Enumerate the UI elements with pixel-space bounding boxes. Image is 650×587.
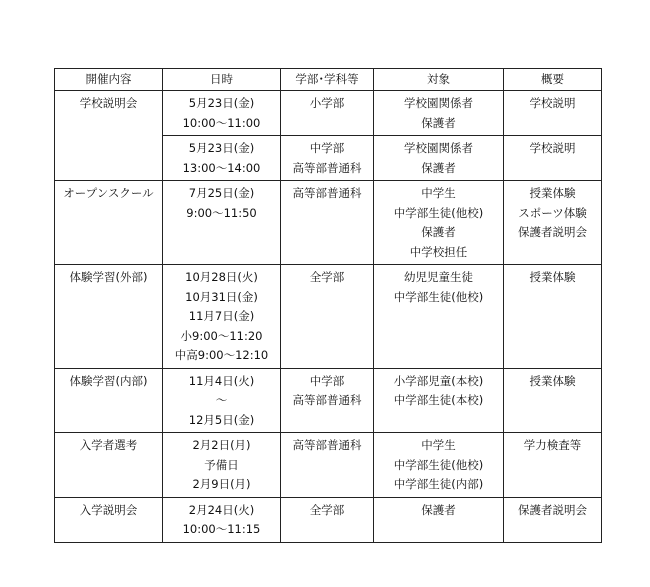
event-name: 学校説明会 [79, 96, 138, 110]
target-line: 学校園関係者 [404, 141, 473, 155]
datetime-line: 9:00～11:50 [186, 205, 257, 220]
target-line: 中学部生徒(本校) [393, 393, 484, 407]
datetime-line: 11月7日(金) [188, 309, 255, 323]
header-summary: 概要 [504, 69, 602, 91]
datetime-cell [163, 136, 281, 181]
summary-line: 学校説明 [529, 96, 576, 110]
summary-cell [504, 91, 602, 136]
table-row [55, 265, 602, 369]
event-cell [55, 91, 163, 181]
department-line: 高等部普通科 [292, 438, 362, 452]
summary-line: 授業体験 [529, 186, 576, 200]
datetime-line: 10:00～11:00 [182, 115, 261, 130]
summary-cell [504, 181, 602, 265]
summary-line: 学力検査等 [523, 438, 582, 452]
event-cell [55, 265, 163, 369]
datetime-line: 10月28日(火) [185, 270, 258, 284]
target-cell [374, 368, 504, 433]
datetime-line: 2月24日(火) [188, 502, 255, 517]
datetime-line: 10:00～11:15 [182, 522, 261, 536]
datetime-line: 2月2日(月) [192, 438, 251, 452]
department-line: 中学部 [309, 373, 345, 388]
datetime-line: 11月4日(火) [188, 373, 255, 388]
summary-line: 授業体験 [529, 270, 576, 284]
datetime-cell [163, 181, 281, 265]
event-name: 入学説明会 [79, 502, 138, 517]
target-cell [374, 497, 504, 542]
table-header-row [55, 69, 602, 91]
summary-line: 授業体験 [529, 373, 576, 388]
target-cell [374, 265, 504, 369]
event-schedule-table [54, 68, 602, 543]
target-line: 中学校担任 [409, 244, 468, 259]
target-line: 中学生 [421, 186, 456, 200]
event-name: オープンスクール [63, 186, 154, 200]
target-cell [374, 91, 504, 136]
summary-line: 保護者説明会 [518, 225, 587, 239]
target-line: 中学部生徒(他校) [393, 457, 484, 472]
target-cell [374, 136, 504, 181]
datetime-cell [163, 265, 281, 369]
table-row [55, 497, 602, 542]
table-row [55, 91, 602, 136]
summary-line: 学校説明 [529, 141, 576, 155]
target-cell [374, 433, 504, 498]
department-cell [281, 433, 374, 498]
target-cell [374, 181, 504, 265]
datetime-line: ～ [215, 393, 228, 407]
summary-cell [504, 368, 602, 433]
summary-cell [504, 497, 602, 542]
datetime-line: 2月9日(月) [192, 477, 251, 491]
datetime-line: 10月31日(金) [185, 289, 258, 304]
department-cell [281, 181, 374, 265]
header-department: 学部･学科等 [281, 69, 374, 91]
event-cell [55, 368, 163, 433]
datetime-cell [163, 497, 281, 542]
header-target: 対象 [374, 69, 504, 91]
department-cell [281, 368, 374, 433]
target-line: 中学部生徒(内部) [393, 477, 484, 491]
datetime-line: 5月23日(金) [188, 96, 255, 110]
target-line: 幼児児童生徒 [404, 270, 473, 284]
summary-cell [504, 136, 602, 181]
department-cell [281, 136, 374, 181]
target-line: 保護者 [421, 160, 456, 175]
department-line: 全学部 [309, 270, 345, 284]
datetime-line: 中高9:00～12:10 [174, 348, 269, 362]
department-line: 高等部普通科 [292, 393, 362, 407]
department-line: 全学部 [309, 502, 345, 517]
header-datetime: 日時 [163, 69, 281, 91]
department-line: 中学部 [309, 141, 345, 155]
datetime-line: 7月25日(金) [188, 186, 255, 200]
table-row [55, 433, 602, 498]
target-line: 保護者 [421, 115, 456, 130]
table-body [55, 91, 602, 543]
target-line: 中学生 [421, 438, 456, 452]
event-cell [55, 433, 163, 498]
department-line: 高等部普通科 [292, 186, 362, 200]
event-cell [55, 497, 163, 542]
target-line: 保護者 [421, 225, 456, 239]
datetime-cell [163, 91, 281, 136]
event-cell [55, 181, 163, 265]
datetime-line: 5月23日(金) [188, 141, 255, 155]
department-cell [281, 497, 374, 542]
datetime-line: 13:00～14:00 [182, 160, 261, 175]
target-line: 中学部生徒(他校) [393, 289, 484, 304]
table-row [55, 181, 602, 265]
datetime-line: 12月5日(金) [188, 412, 255, 427]
summary-cell [504, 265, 602, 369]
event-name: 体験学習(外部) [69, 270, 148, 284]
target-line: 学校園関係者 [404, 96, 473, 110]
department-line: 小学部 [309, 96, 345, 110]
datetime-line: 小9:00～11:20 [180, 328, 263, 343]
event-name: 入学者選考 [79, 438, 138, 452]
target-line: 保護者 [421, 502, 456, 517]
datetime-line: 予備日 [204, 457, 239, 472]
summary-line: スポーツ体験 [518, 205, 587, 220]
target-line: 小学部児童(本校) [393, 373, 484, 388]
table-row [55, 368, 602, 433]
header-event: 開催内容 [55, 69, 163, 91]
datetime-cell [163, 368, 281, 433]
department-line: 高等部普通科 [292, 160, 362, 175]
summary-cell [504, 433, 602, 498]
department-cell [281, 91, 374, 136]
event-name: 体験学習(内部) [69, 373, 148, 388]
datetime-cell [163, 433, 281, 498]
target-line: 中学部生徒(他校) [393, 205, 484, 220]
summary-line: 保護者説明会 [518, 502, 587, 517]
department-cell [281, 265, 374, 369]
